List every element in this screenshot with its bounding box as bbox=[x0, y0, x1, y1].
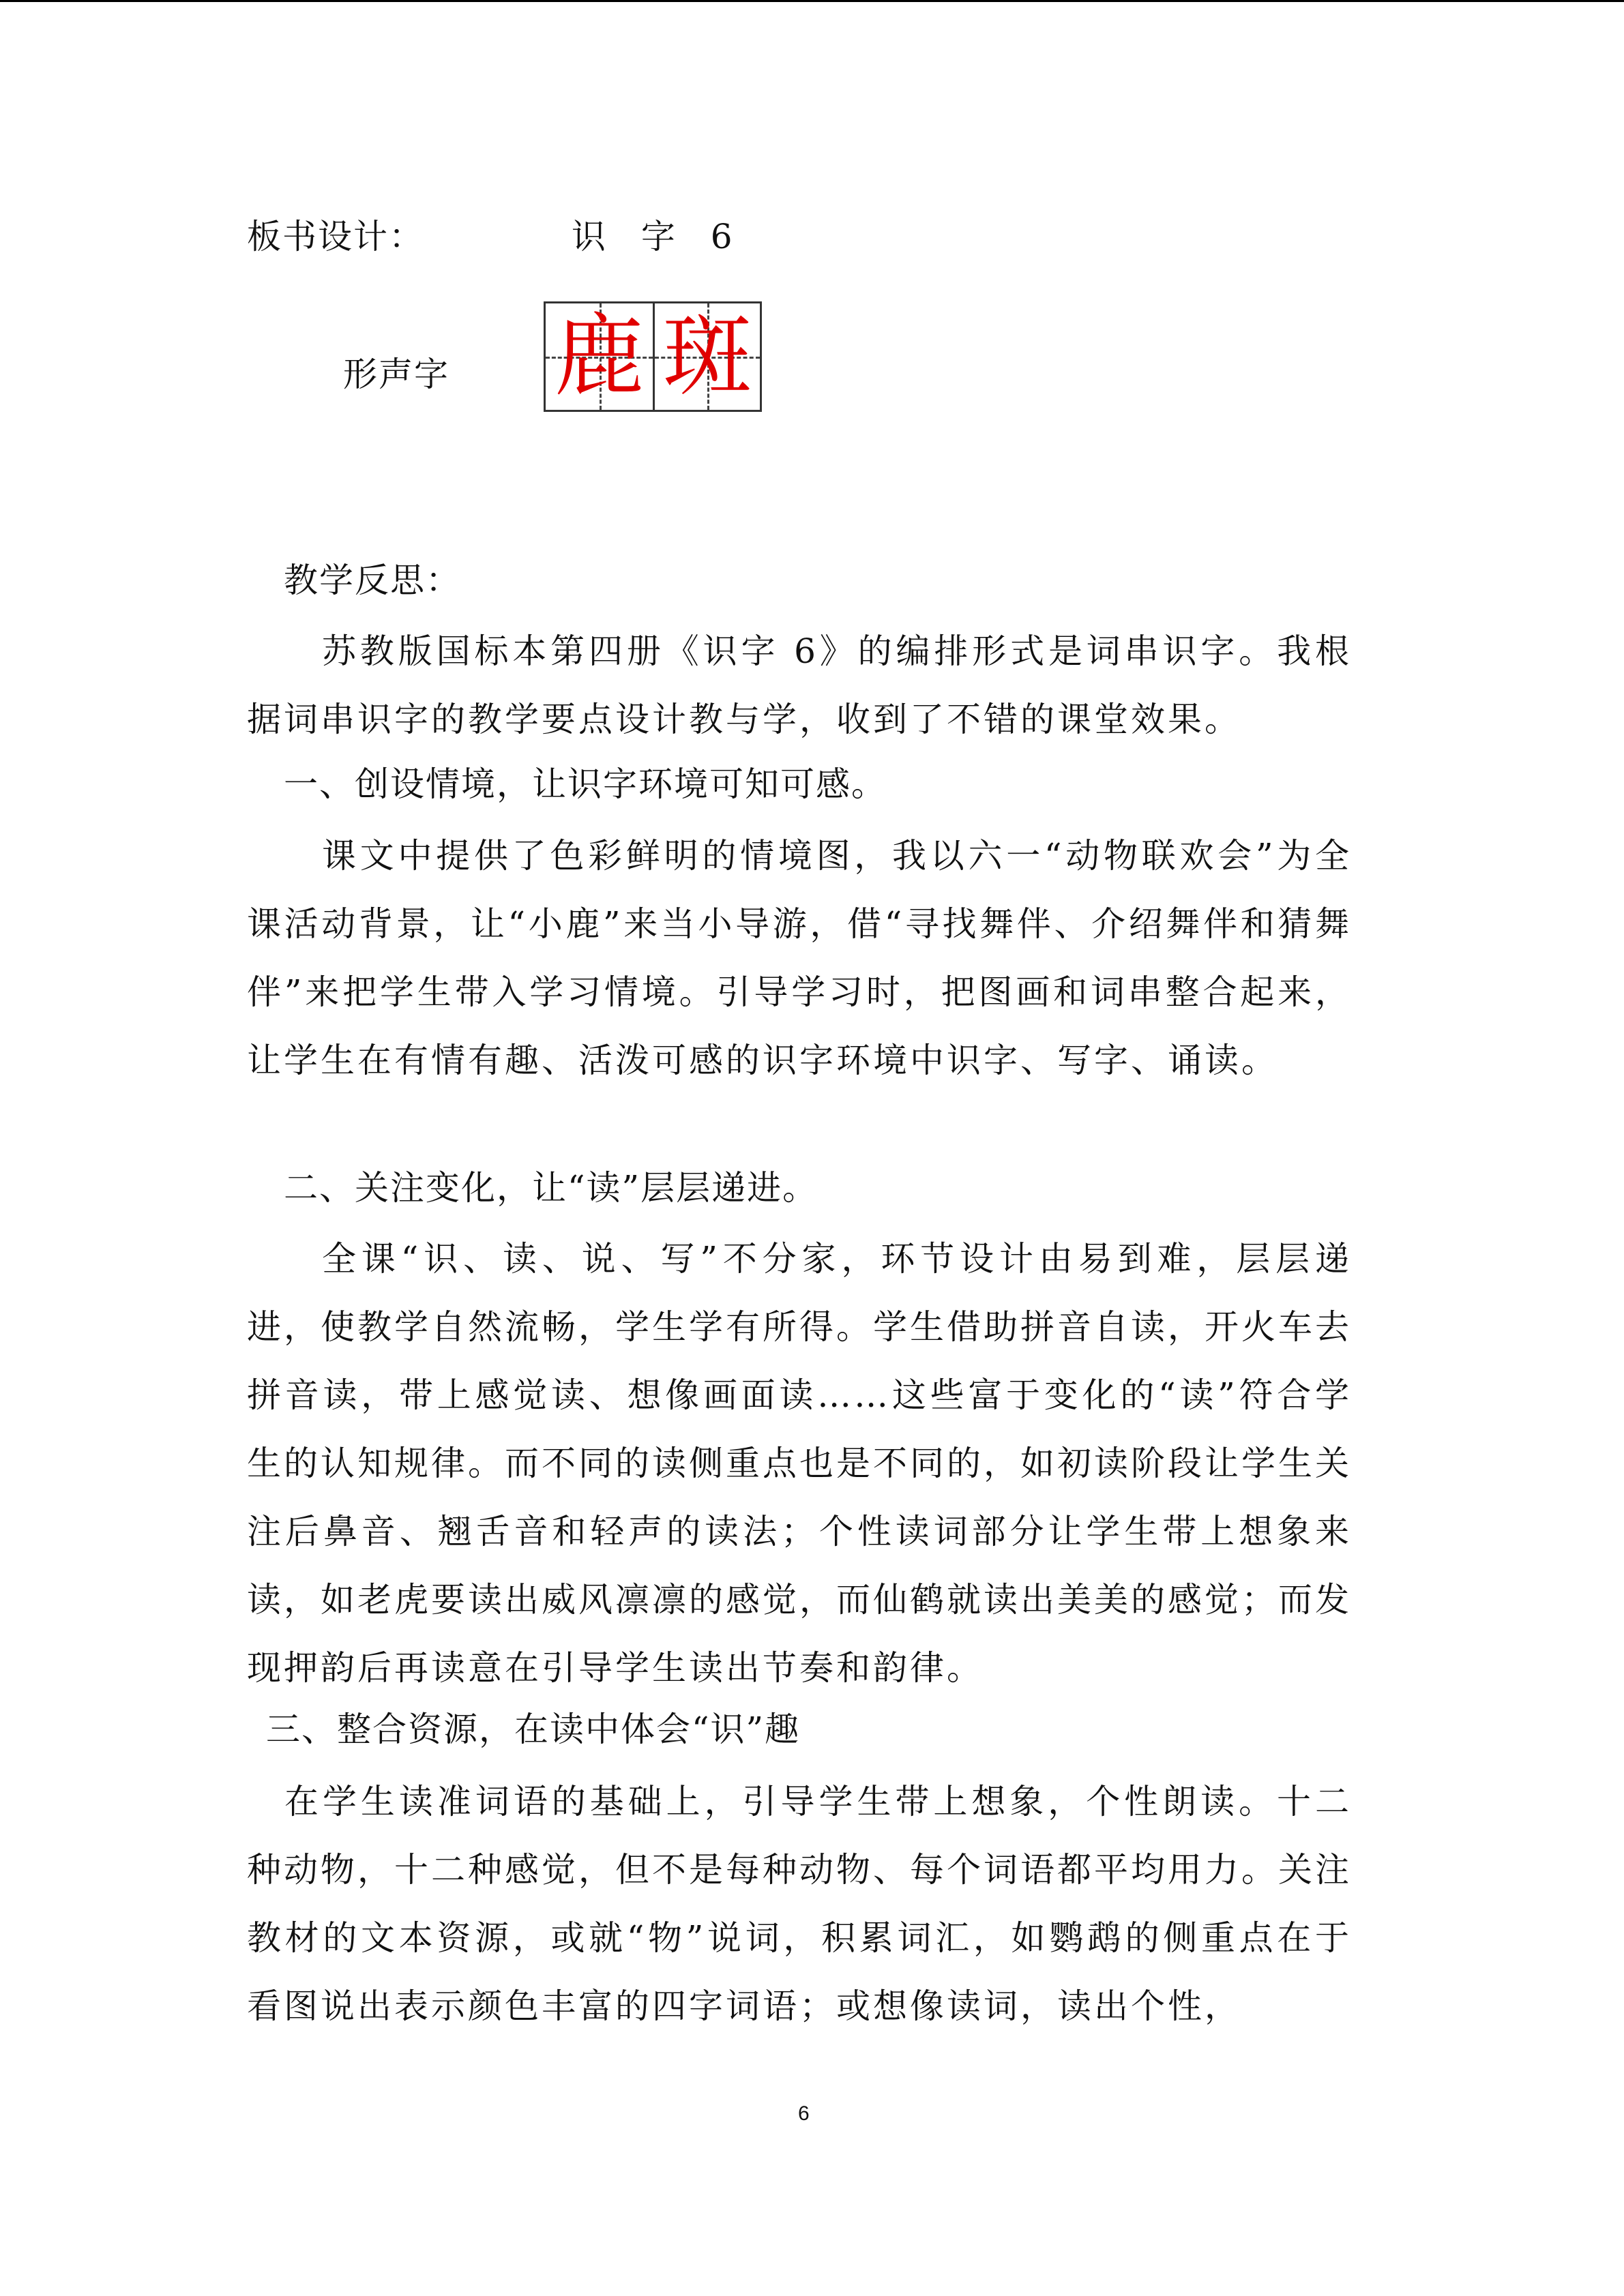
section-2-paragraph: 全课“识、读、说、写”不分家，环节设计由易到难，层层递进，使教学自然流畅，学生学有所得。学生借助拼音自读，开火车去拼音读，带上感觉读、想像画面读……这些富于变化的“读”符合学生的认知规律。而不同的读侧重点也是不同的，如初读阶段让学生关注后鼻音、翘舌音和轻声的读法；个性读词部分让学生带上想象来读，如老虎要读出威风凛凛的感觉，而仙鹤就读出美美的感觉；而发现押韵后再读意在引导学生读出节奏和韵律。 bbox=[247, 1239, 1352, 1688]
section-3-heading: 三、整合资源，在读中体会“识”趣 bbox=[266, 1710, 801, 1749]
character-lu: 鹿 bbox=[554, 304, 645, 409]
character-ban: 斑 bbox=[662, 304, 752, 409]
section-3-paragraph: 在学生读准词语的基础上，引导学生带上想象，个性朗读。十二种动物，十二种感觉，但不是每种动物、每个词语都平均用力。关注教材的文本资源，或就“物”说词，积累词汇，如鹦鹉的侧重点在于看图说出表示颜色丰富的四字词语；或想像读词，读出个性， bbox=[247, 1782, 1352, 2026]
character-cell-1 bbox=[546, 303, 653, 410]
page-number: 6 bbox=[798, 2102, 810, 2125]
board-design-label: 板书设计： bbox=[247, 217, 424, 256]
character-grid bbox=[544, 301, 762, 412]
phono-semantic-label: 形声字 bbox=[343, 355, 449, 394]
section-1-heading: 一、创设情境，让识字环境可知可感。 bbox=[284, 764, 887, 804]
board-design-title: 识 字 6 bbox=[572, 217, 745, 256]
reflection-intro-paragraph: 苏教版国标本第四册《识字 6》的编排形式是词串识字。我根据词串识字的教学要点设计教与学，收到了不错的课堂效果。 bbox=[247, 631, 1352, 739]
section-1-paragraph: 课文中提供了色彩鲜明的情境图，我以六一“动物联欢会”为全课活动背景，让“小鹿”来当小导游，借“寻找舞伴、介绍舞伴和猜舞伴”来把学生带入学习情境。引导学习时，把图画和词串整合起来，让学生在有情有趣、活泼可感的识字环境中识字、写字、诵读。 bbox=[247, 836, 1352, 1080]
section-2-heading: 二、关注变化，让“读”层层递进。 bbox=[284, 1168, 818, 1208]
reflection-title: 教学反思： bbox=[284, 561, 461, 600]
character-cell-2 bbox=[653, 303, 760, 410]
